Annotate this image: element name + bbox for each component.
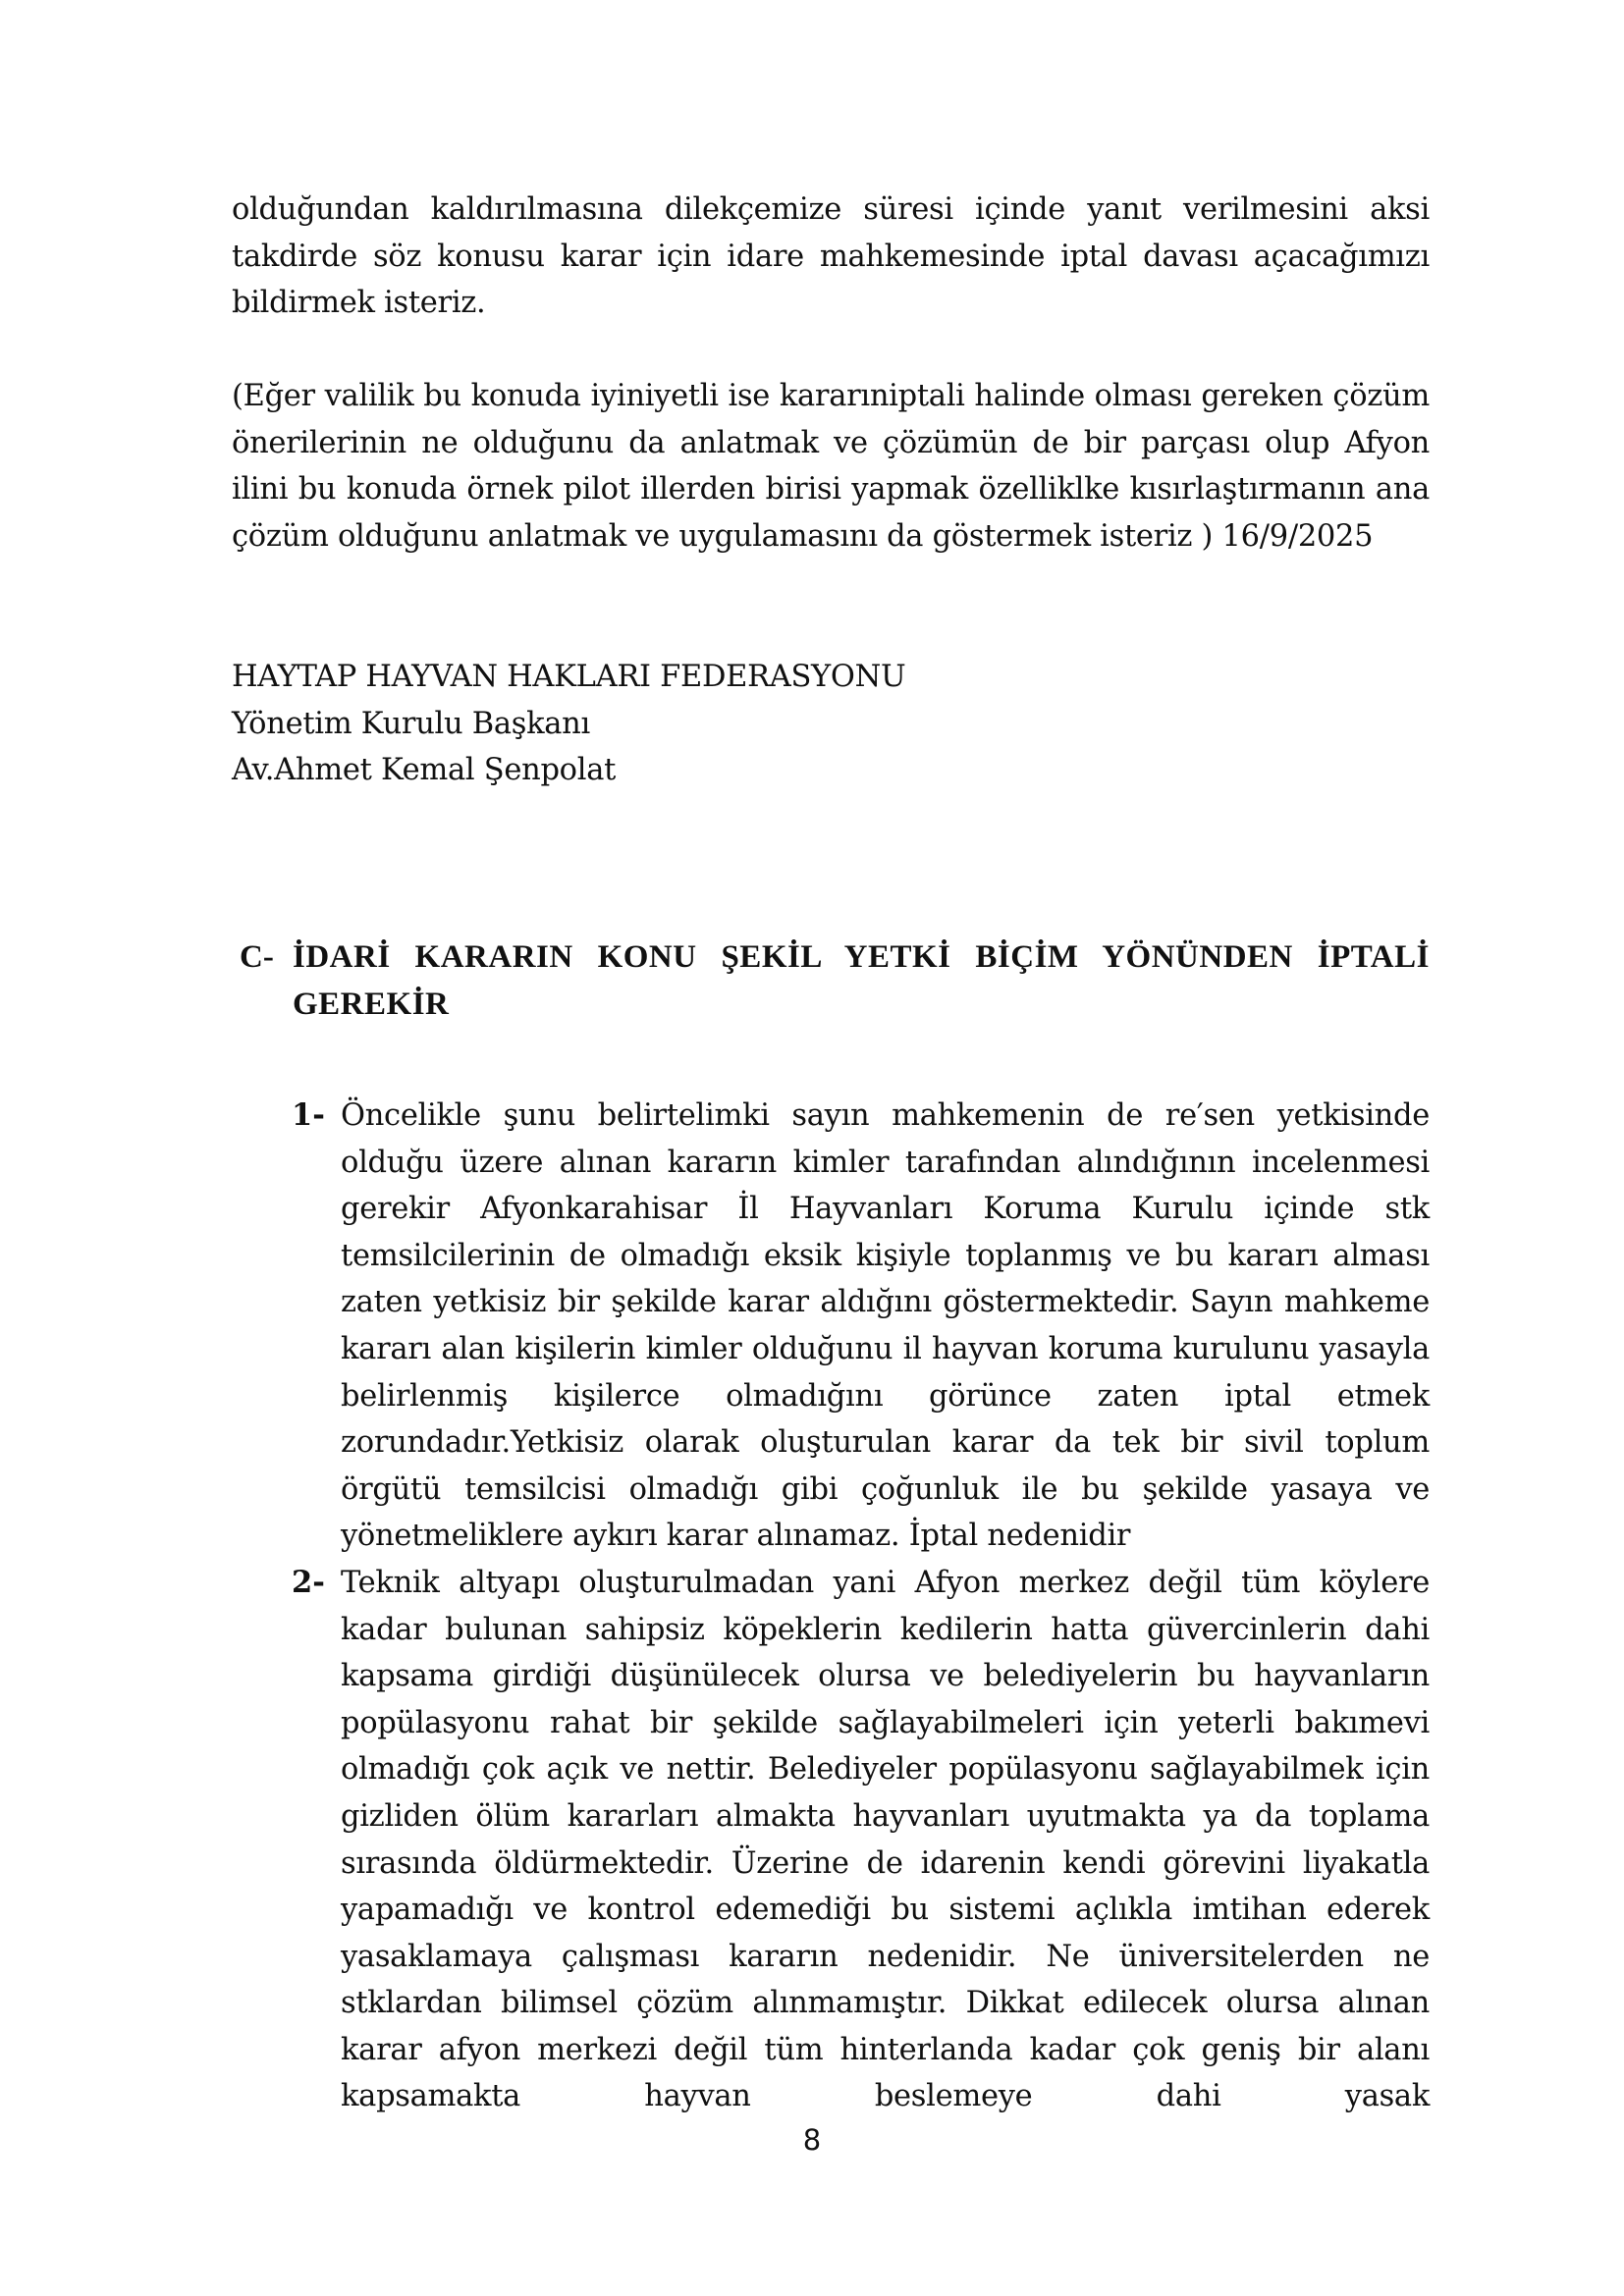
list-item: [292, 1560, 1430, 2120]
signature-title: Yönetim Kurulu Başkanı: [232, 706, 590, 741]
section-label: C-: [240, 939, 274, 975]
list-item: [292, 1093, 1430, 1560]
list-item-number: 1-: [292, 1097, 325, 1133]
note-paragraph: (Eğer valilik bu konuda iyiniyetli ise kararıniptali halinde olması gereken çözüm önerilerinin ne olduğunu da anlatmak ve çözümün de bir parçası olup Afyon ilini bu konuda örnek pilot illerden birisi yapmak özelliklke kısırlaştırmanın ana çözüm olduğunu anlatmak ve uygulamasını da göstermek isteriz ) 16/9/2025: [232, 379, 1430, 554]
signature-block: [232, 654, 905, 794]
list-item-text: Öncelikle şunu belirtelimki sayın mahkemenin de re′sen yetkisinde olduğu üzere alınan kararın kimler tarafından alındığının incelenmesi gerekir Afyonkarahisar İl Hayvanları Koruma Kurulu içinde stk temsilcilerinin de olmadığı eksik kişiyle toplanmış ve bu kararı alması zaten yetkisiz bir şekilde karar aldığını göstermektedir. Sayın mahkeme kararı alan kişilerin kimler olduğunu il hayvan koruma kurulunu yasayla belirlenmiş kişilerce olmadığını görünce zaten iptal etmek zorundadır.Yetkisiz olarak oluşturulan karar da tek bir sivil toplum örgütü temsilcisi olmadığı gibi çoğunluk ile bu şekilde yasaya ve yönetmeliklere aykırı karar alınamaz. İptal nedenidir: [341, 1098, 1430, 1554]
section-heading: [240, 934, 1430, 1028]
list-item-number: 2-: [292, 1564, 325, 1600]
section-title: İDARİ KARARIN KONU ŞEKİL YETKİ BİÇİM YÖNÜNDEN İPTALİ GEREKİR: [293, 939, 1430, 1022]
page-number: 8: [802, 2123, 822, 2157]
list-item-text: Teknik altyapı oluşturulmadan yani Afyon merkez değil tüm köylere kadar bulunan sahipsiz köpeklerin kedilerin hatta güvercinlerin dahi kapsama girdiği düşünülecek olursa ve belediyelerin bu hayvanların popülasyonu rahat bir şekilde sağlayabilmeleri için yeterli bakımevi olmadığı çok açık ve nettir. Belediyeler popülasyonu sağlayabilmek için gizliden ölüm kararları almakta hayvanları uyutmakta ya da toplama sırasında öldürmektedir. Üzerine de idarenin kendi görevini liyakatla yapamadığı ve kontrol edemediği bu sistemi açlıkla imtihan ederek yasaklamaya çalışması kararın nedenidir. Ne üniversitelerden ne stklardan bilimsel çözüm alınmamıştır. Dikkat edilecek olursa alınan karar afyon merkezi değil tüm hinterlanda kadar çok geniş bir alanı kapsamakta hayvan beslemeye dahi yasak: [341, 1565, 1430, 2114]
numbered-list: [292, 1093, 1430, 2120]
intro-paragraph: olduğundan kaldırılmasına dilekçemize süresi içinde yanıt verilmesini aksi takdirde söz konusu karar için idare mahkemesinde iptal davası açacağımızı bildirmek isteriz.: [232, 192, 1430, 321]
signature-name: Av.Ahmet Kemal Şenpolat: [232, 753, 617, 788]
signature-organization: HAYTAP HAYVAN HAKLARI FEDERASYONU: [232, 660, 906, 694]
